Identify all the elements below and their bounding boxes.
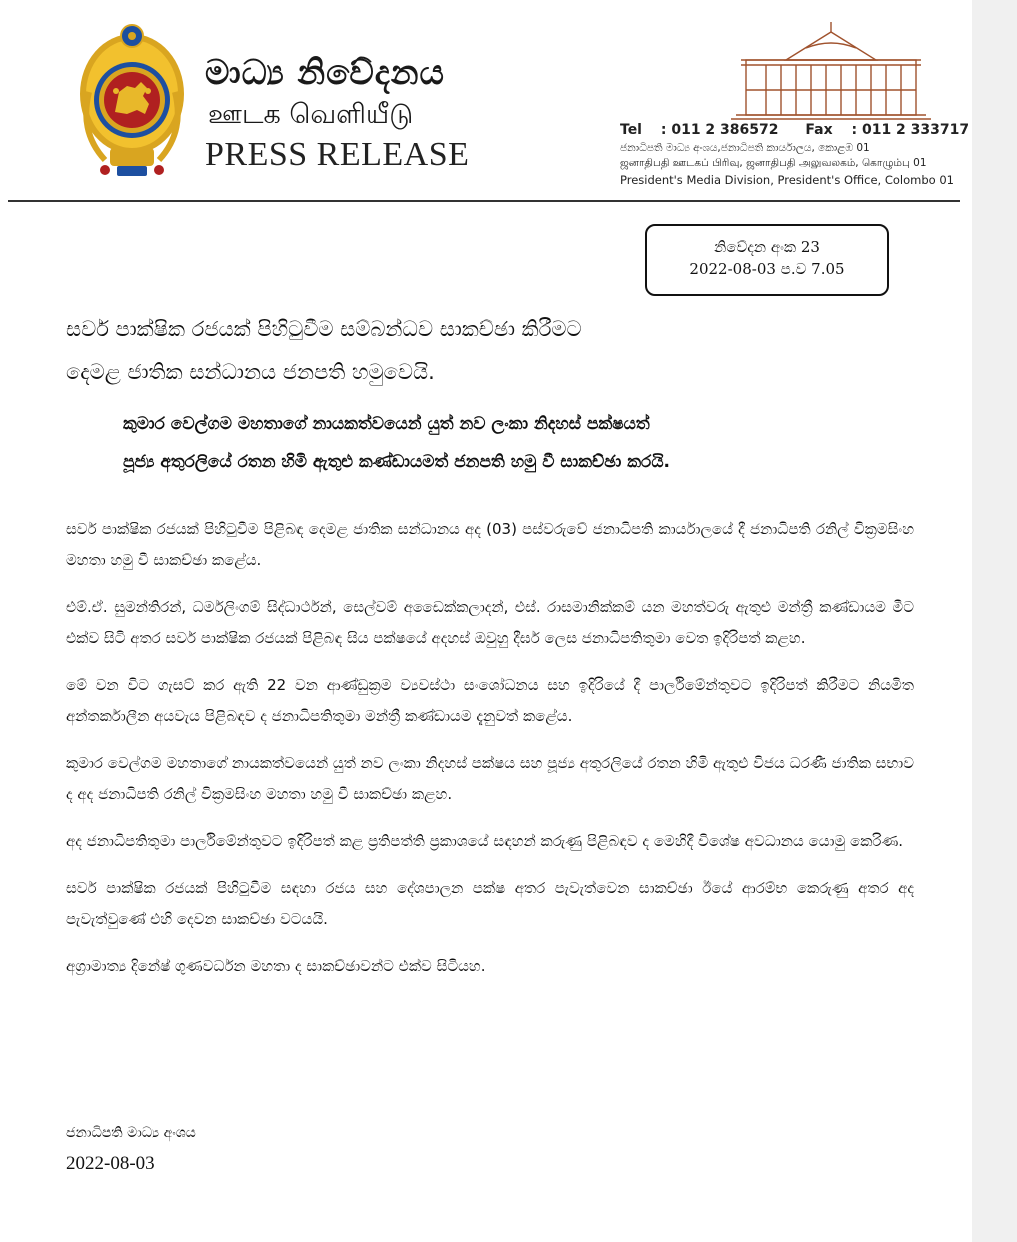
paragraph: කුමාර වෙල්ගම මහතාගේ නායකත්වයෙන් යුත් නව ලංකා නිදහස් පක්ෂය සහ පූජ්‍ය අතුරලියේ රතන හිමි ඇතුළු විජය ධරණී ජාතික සභාව ද අද ජනාධිපති රනිල් වික්‍රමසිංහ මහතා හමු වී සාකච්ඡා කළහ. (66, 754, 914, 803)
paragraph: එම්.ඒ. සුමන්තිරන්, ධර්මලිංගම් සිද්ධාර්ථන්, සෙල්වම් අඩෛක්කලාදන්, එස්. රාසමානික්කම් යන මහත්වරු ඇතුළු මන්ත්‍රී කණ්ඩායම මීට එක්ව සිටි අතර සර්ව පාක්ෂික රජයක් පිළිබඳ සිය පක්ෂයේ අදහස් ඔවුහු දීර්ඝ ලෙස ජනාධිපතිතුමා වෙත ඉදිරිපත් කළහ. (66, 598, 914, 647)
subheadline-line-1: කුමාර වෙල්ගම මහතාගේ නායකත්වයෙන් යුත් නව ලංකා නිදහස් පක්ෂයත් (123, 414, 650, 434)
header-divider (8, 200, 960, 202)
notice-number-box (645, 224, 889, 296)
subheadline-line-2: පූජ්‍ය අතුරලියේ රතන හිමි ඇතුළු කණ්ඩායමත් ජනපති හමු වී සාකච්ඡා කරයි. (123, 452, 670, 472)
headline-line-2: දෙමළ ජාතික සන්ධානය ජනපති හමුවෙයි. (66, 360, 435, 384)
paragraph: සර්ව පාක්ෂික රජයක් පිහිටුවීම සඳහා රජය සහ දේශපාලන පක්ෂ අතර පැවැත්වෙන සාකච්ඡා ඊයේ ආරම්භ කෙරුණු අතර අද පැවැත්වුණේ එහි දෙවන සාකච්ඡා වටයයි. (66, 879, 914, 928)
paragraph: මේ වන විට ගැසට් කර ඇති 22 වන ආණ්ඩුක්‍රම ව්‍යවස්ථා සංශෝධනය සහ ඉදිරියේ දී පාර්ලිමේන්තුවට ඉදිරිපත් කිරීමට නියමිත අන්තර්කාලීන අයවැය පිළිබඳව ද ජනාධිපතිතුමා මන්ත්‍රී කණ්ඩායම දැනුවත් කළේය. (66, 676, 914, 725)
body-text (66, 514, 914, 998)
phone-fax-line (620, 122, 969, 138)
signature-block (66, 1125, 196, 1175)
tel-number: : 011 2 386572 (660, 122, 779, 138)
address-english: President's Media Division, President's Office, Colombo 01 (620, 173, 954, 187)
notice-number: නිවේදන අංක 23 (714, 238, 820, 256)
headline-line-1: සර්ව පාක්ෂික රජයක් පිහිටුවීම සම්බන්ධව සාකච්ඡා කිරීමට (66, 317, 582, 341)
contact-info (620, 122, 969, 187)
paragraph: අග්‍රාමාත්‍ය දිනේෂ් ගුණවර්ධන මහතා ද සාකච්ඡාවන්ට එක්ව සිටියහ. (66, 957, 486, 975)
fax-label: Fax (805, 122, 833, 138)
address-sinhala: ජනාධිපති මාධ්‍ය අංශය,ජනාධිපති කාර්යාලය, කොළඹ 01 (620, 142, 870, 154)
subheadline (123, 405, 923, 481)
notice-datetime: 2022-08-03 ප.ව 7.05 (689, 260, 845, 278)
paragraph: අද ජනාධිපතිතුමා පාර්ලිමේන්තුවට ඉදිරිපත් කළ ප්‍රතිපත්ති ප්‍රකාශයේ සඳහන් කරුණු පිළිබඳව ද මෙහිදී විශේෂ අවධානය යොමු කෙරිණ. (66, 832, 904, 850)
sri-lanka-state-emblem-icon (75, 22, 190, 182)
fax-number: : 011 2 333717 (851, 122, 970, 138)
tel-label: Tel (620, 122, 642, 138)
title-sinhala: මාධ්‍ය නිවේදනය (205, 53, 445, 93)
viewer-side-panel (972, 0, 1017, 1242)
paragraph: සර්ව පාක්ෂික රජයක් පිහිටුවීම පිළිබඳ දෙමළ ජාතික සන්ධානය අද (03) පස්වරුවේ ජනාධිපති කාර්යාලයේ දී ජනාධිපති රනිල් වික්‍රමසිංහ මහතා හමු වී සාකච්ඡා කළේය. (66, 520, 914, 569)
address-tamil: ஜனாதிபதி ஊடகப் பிரிவு, ஜனாதிபதி அலுவலகம், கொழும்பு 01 (620, 157, 927, 169)
presidential-secretariat-building-icon (726, 20, 936, 120)
title-english: PRESS RELEASE (205, 136, 470, 173)
signature-date: 2022-08-03 (66, 1153, 155, 1174)
press-release-title (205, 52, 469, 174)
headline (66, 308, 926, 394)
title-tamil: ஊடக வெளியீடு (208, 99, 414, 130)
signature-name: ජනාධිපති මාධ්‍ය අංශය (66, 1125, 196, 1141)
